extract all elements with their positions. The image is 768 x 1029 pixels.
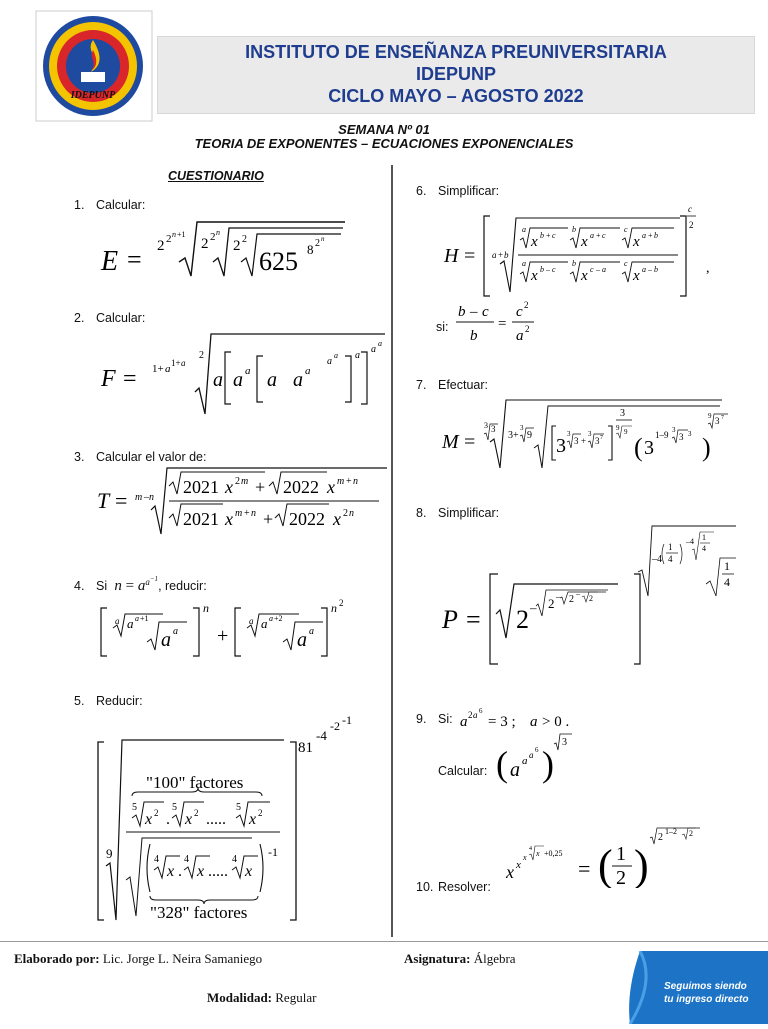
svg-text:M: M	[442, 431, 459, 453]
svg-text:2: 2	[242, 234, 247, 245]
svg-text:=: =	[115, 488, 128, 513]
svg-text:–: –	[596, 265, 600, 274]
svg-text:-1: -1	[268, 845, 278, 859]
svg-text:m: m	[337, 476, 345, 487]
svg-text:=: =	[123, 366, 137, 392]
svg-text:x: x	[536, 849, 540, 858]
formula-6	[440, 200, 740, 305]
formula-4	[95, 598, 375, 667]
svg-text:3: 3	[620, 408, 625, 419]
svg-text:c: c	[482, 304, 489, 320]
svg-text:2021: 2021	[183, 509, 219, 529]
svg-text:+: +	[263, 509, 274, 529]
svg-text:a: a	[245, 365, 251, 377]
svg-text:m: m	[241, 476, 249, 487]
svg-text:2: 2	[524, 300, 529, 310]
svg-text:+1: +1	[177, 230, 186, 239]
svg-text:2: 2	[616, 867, 626, 888]
question-5: 5. Reducir:	[74, 694, 143, 708]
svg-text:8: 8	[307, 242, 314, 257]
svg-text:3: 3	[644, 437, 654, 459]
svg-text:a: a	[297, 629, 307, 651]
svg-text:1: 1	[616, 843, 626, 865]
svg-text:=: =	[464, 431, 476, 453]
svg-text:x: x	[523, 853, 527, 862]
svg-text:a: a	[530, 714, 538, 730]
svg-text:2: 2	[166, 233, 172, 245]
svg-text:2: 2	[157, 238, 165, 254]
svg-text:c: c	[590, 265, 594, 274]
svg-text:x: x	[531, 234, 538, 250]
svg-text:2: 2	[569, 594, 574, 605]
question-6-condition: si:	[436, 320, 449, 334]
svg-text:–: –	[556, 592, 561, 602]
svg-text:x: x	[225, 509, 233, 529]
svg-text:9: 9	[106, 846, 113, 861]
svg-text:+: +	[596, 231, 601, 240]
svg-text:a: a	[309, 626, 314, 637]
svg-text:+: +	[244, 508, 250, 519]
svg-text:.: .	[166, 811, 170, 828]
svg-text:a: a	[334, 351, 338, 360]
svg-text:a: a	[173, 626, 178, 637]
svg-text:4: 4	[668, 554, 673, 564]
svg-text:+: +	[498, 250, 504, 260]
svg-text:2: 2	[525, 324, 530, 334]
cycle-title: CICLO MAYO – AGOSTO 2022	[328, 86, 584, 106]
svg-text:9: 9	[708, 412, 712, 420]
svg-text:+: +	[255, 477, 266, 497]
svg-text:2: 2	[343, 508, 348, 519]
svg-text:(: (	[598, 841, 613, 888]
question-7: 7. Efectuar:	[416, 378, 489, 392]
footer-mode: Modalidad: Regular	[207, 990, 317, 1005]
svg-text:2: 2	[258, 808, 263, 818]
svg-text:9: 9	[527, 430, 532, 441]
svg-text:,: ,	[706, 261, 710, 276]
svg-text:5: 5	[172, 802, 177, 813]
svg-text:6: 6	[535, 746, 539, 754]
svg-text:a: a	[249, 616, 254, 626]
svg-text:a: a	[115, 616, 120, 626]
svg-text:a: a	[327, 356, 332, 367]
section-title: CUESTIONARIO	[168, 169, 264, 183]
svg-text:c: c	[552, 265, 556, 274]
svg-text:n: n	[353, 476, 358, 487]
svg-text:–4: –4	[686, 537, 694, 546]
svg-text:n: n	[216, 228, 220, 237]
question-4: 4. Si $n = a^{a^{-1}}$, reducir:	[74, 575, 207, 595]
svg-text:2: 2	[199, 350, 204, 361]
svg-text:3: 3	[556, 435, 566, 457]
svg-text:2: 2	[210, 231, 216, 243]
svg-text:b: b	[572, 259, 576, 268]
svg-text:1–9: 1–9	[655, 430, 669, 440]
svg-text:5: 5	[132, 802, 137, 813]
column-divider	[391, 165, 393, 937]
svg-text:2: 2	[194, 808, 199, 818]
svg-text:m: m	[135, 492, 143, 503]
svg-text:4: 4	[702, 544, 706, 553]
slogan-line-1: Seguimos siendo	[664, 981, 747, 992]
svg-text:2022: 2022	[283, 477, 319, 497]
svg-text:b: b	[654, 231, 658, 240]
svg-text:3: 3	[672, 426, 676, 434]
slogan-line-2: tu ingreso directo	[664, 994, 749, 1005]
svg-text:a: a	[233, 369, 243, 391]
svg-text:7: 7	[600, 435, 603, 441]
question-6: 6. Simplificar:	[416, 184, 500, 198]
svg-text:x: x	[633, 268, 640, 284]
formula-1	[95, 212, 365, 285]
svg-text:E: E	[101, 246, 119, 277]
svg-text:2: 2	[154, 808, 159, 818]
svg-text:2: 2	[315, 238, 320, 249]
question-9-calc: Calcular:	[438, 764, 488, 778]
svg-text:1: 1	[668, 542, 673, 552]
svg-text:6: 6	[479, 707, 483, 715]
svg-text:2: 2	[233, 238, 241, 254]
svg-text:4: 4	[154, 854, 159, 865]
svg-text:3: 3	[484, 421, 488, 430]
formula-6-condition	[454, 298, 554, 353]
svg-text:): )	[634, 841, 649, 888]
svg-text:2: 2	[548, 596, 555, 611]
svg-text:"328" factores: "328" factores	[150, 903, 248, 922]
svg-text:a: a	[305, 365, 311, 377]
svg-text:a: a	[161, 629, 171, 651]
svg-text:3: 3	[715, 416, 720, 426]
svg-text:1: 1	[702, 533, 706, 542]
svg-text:625: 625	[259, 247, 298, 276]
svg-text:b: b	[458, 304, 466, 320]
svg-text:a: a	[516, 328, 524, 344]
svg-text:a: a	[127, 616, 134, 631]
svg-text:n: n	[203, 601, 209, 615]
svg-text:n: n	[149, 492, 154, 503]
svg-text:2: 2	[589, 594, 593, 603]
svg-text:2: 2	[235, 476, 240, 487]
svg-text:2: 2	[339, 598, 344, 608]
svg-text:=: =	[466, 605, 481, 634]
svg-text:a: a	[473, 710, 478, 720]
svg-text:n: n	[349, 508, 354, 519]
svg-text:c: c	[602, 231, 606, 240]
svg-text:–: –	[470, 304, 478, 320]
svg-text:2022: 2022	[289, 509, 325, 529]
svg-text:c: c	[516, 304, 523, 320]
svg-text:n: n	[251, 508, 256, 519]
svg-text:1–2: 1–2	[665, 827, 677, 836]
formula-5	[92, 710, 382, 929]
svg-text:a: a	[293, 369, 303, 391]
topic-title: TEORIA DE EXPONENTES – ECUACIONES EXPONENCIALES	[194, 136, 574, 151]
question-1: 1. Calcular:	[74, 198, 146, 212]
svg-text:=: =	[498, 316, 507, 332]
svg-text:b: b	[470, 328, 478, 344]
institution-name: INSTITUTO DE ENSEÑANZA PREUNIVERSITARIA	[245, 42, 667, 62]
svg-text:b: b	[504, 250, 509, 260]
svg-text:): )	[542, 744, 554, 784]
svg-text:a: a	[261, 616, 268, 631]
svg-text:4: 4	[529, 846, 532, 852]
svg-text:T: T	[97, 488, 110, 513]
svg-text:x: x	[581, 268, 588, 284]
svg-text:+: +	[217, 625, 229, 647]
svg-text:1: 1	[724, 559, 730, 573]
svg-text:m: m	[235, 508, 243, 519]
svg-text:x: x	[531, 268, 538, 284]
svg-text:4: 4	[724, 575, 730, 589]
formula-7	[438, 398, 738, 475]
svg-text:"100" factores: "100" factores	[146, 773, 244, 792]
svg-text:3: 3	[588, 430, 592, 438]
svg-text:3: 3	[562, 737, 567, 748]
svg-text:.....: .....	[206, 811, 226, 828]
svg-text:-1: -1	[342, 713, 352, 727]
svg-text:–: –	[576, 589, 580, 598]
svg-text:a: a	[181, 358, 186, 368]
svg-text:=: =	[127, 245, 142, 274]
svg-text:-4: -4	[316, 728, 327, 743]
svg-text:3: 3	[567, 430, 571, 438]
formula-8	[438, 524, 738, 673]
svg-text:a: a	[165, 363, 171, 375]
week-label: SEMANA Nº 01	[338, 122, 430, 137]
svg-text:a: a	[522, 259, 526, 268]
svg-text:n: n	[321, 235, 325, 243]
footer-subject: Asignatura: Álgebra	[404, 951, 516, 966]
svg-text:a: a	[642, 265, 646, 274]
svg-text:P: P	[442, 605, 458, 634]
svg-text:a: a	[602, 265, 606, 274]
svg-text:a: a	[642, 231, 646, 240]
question-9: 9. Si:	[416, 712, 453, 726]
svg-text:–: –	[648, 265, 652, 274]
svg-text:9: 9	[624, 428, 628, 436]
svg-text:a: a	[213, 369, 223, 391]
svg-text:3: 3	[595, 436, 600, 446]
svg-text:2: 2	[468, 710, 473, 720]
svg-text:2: 2	[689, 829, 693, 838]
svg-text:x: x	[225, 477, 233, 497]
svg-text:+: +	[546, 231, 551, 240]
svg-text:+: +	[346, 476, 352, 487]
svg-text:x: x	[327, 477, 335, 497]
svg-text:–4: –4	[652, 554, 662, 565]
svg-text:x: x	[506, 862, 514, 882]
svg-text:): )	[702, 433, 711, 462]
question-10: 10. Resolver:	[416, 880, 491, 894]
svg-text:a: a	[460, 714, 468, 730]
svg-text:a: a	[135, 614, 139, 623]
svg-text:+2: +2	[274, 614, 283, 623]
svg-text:c: c	[624, 259, 628, 268]
svg-text:.: .	[178, 863, 182, 880]
svg-text:3: 3	[679, 432, 684, 442]
svg-text:+1: +1	[140, 614, 149, 623]
logo-name: IDEPUNP	[70, 90, 116, 101]
svg-text:x: x	[197, 863, 205, 880]
svg-text:H: H	[444, 245, 459, 267]
footer-divider	[0, 941, 768, 942]
svg-text:9: 9	[616, 424, 620, 432]
svg-text:a: a	[510, 759, 520, 781]
svg-text:x: x	[516, 859, 521, 871]
svg-text:a: a	[522, 225, 526, 234]
svg-text:2: 2	[689, 220, 694, 230]
svg-text:c: c	[552, 231, 556, 240]
institution-logo	[35, 10, 153, 122]
svg-text:(: (	[634, 433, 643, 462]
svg-text:3: 3	[574, 436, 579, 446]
svg-text:3: 3	[688, 430, 692, 438]
svg-text:a: a	[529, 750, 534, 760]
svg-text:a: a	[492, 250, 497, 260]
question-8: 8. Simplificar:	[416, 506, 500, 520]
svg-text:5: 5	[236, 802, 241, 813]
svg-text:–: –	[144, 492, 149, 503]
svg-text:c: c	[624, 225, 628, 234]
svg-text:a: a	[378, 339, 382, 348]
svg-text:a: a	[267, 369, 277, 391]
svg-text:.....: .....	[208, 863, 228, 880]
svg-text:x: x	[333, 509, 341, 529]
svg-text:(: (	[496, 744, 508, 784]
formula-3	[95, 466, 395, 543]
svg-text:+: +	[581, 436, 587, 446]
question-2: 2. Calcular:	[74, 311, 146, 325]
svg-text:b: b	[540, 265, 544, 274]
svg-text:n: n	[331, 601, 337, 615]
svg-text:x: x	[167, 863, 175, 880]
formula-9	[496, 730, 596, 795]
svg-text:-2: -2	[330, 719, 340, 733]
svg-text:> 0 .: > 0 .	[542, 714, 570, 730]
svg-text:4: 4	[184, 854, 189, 865]
svg-text:+: +	[648, 231, 653, 240]
svg-text:x: x	[245, 863, 253, 880]
svg-text:3: 3	[491, 424, 496, 434]
svg-text:a: a	[269, 614, 273, 623]
svg-text:x: x	[145, 811, 153, 828]
svg-text:3: 3	[520, 424, 524, 432]
svg-text:3+: 3+	[508, 430, 519, 441]
svg-text:81: 81	[298, 740, 313, 756]
svg-text:b: b	[572, 225, 576, 234]
svg-text:–: –	[546, 265, 550, 274]
svg-text:a: a	[590, 231, 594, 240]
svg-text:1+: 1+	[171, 358, 181, 368]
svg-text:2: 2	[516, 605, 529, 634]
svg-text:–: –	[530, 600, 537, 615]
svg-text:4: 4	[232, 854, 237, 865]
svg-text:7: 7	[721, 415, 724, 421]
svg-text:c: c	[688, 204, 692, 214]
svg-text:a: a	[522, 755, 528, 767]
svg-text:x: x	[249, 811, 257, 828]
svg-text:b: b	[540, 231, 544, 240]
formula-2	[95, 330, 395, 425]
svg-text:n: n	[172, 230, 176, 239]
svg-text:x: x	[581, 234, 588, 250]
svg-text:1+: 1+	[152, 363, 164, 375]
svg-text:=: =	[578, 856, 591, 881]
svg-text:2021: 2021	[183, 477, 219, 497]
svg-text:F: F	[101, 366, 116, 392]
svg-text:+0,25: +0,25	[544, 849, 563, 858]
svg-text:a: a	[355, 350, 360, 361]
svg-text:2: 2	[658, 832, 663, 843]
svg-text:= 3 ;: = 3 ;	[488, 714, 516, 730]
svg-text:=: =	[464, 245, 476, 267]
svg-text:2: 2	[201, 236, 209, 252]
institution-acronym: IDEPUNP	[415, 64, 496, 84]
footer-author: Elaborado por: Lic. Jorge L. Neira Samaniego	[14, 951, 263, 966]
formula-10	[500, 816, 700, 893]
question-3: 3. Calcular el valor de:	[74, 450, 207, 464]
svg-text:x: x	[633, 234, 640, 250]
svg-text:a: a	[371, 344, 376, 355]
svg-text:x: x	[185, 811, 193, 828]
svg-text:b: b	[654, 265, 658, 274]
